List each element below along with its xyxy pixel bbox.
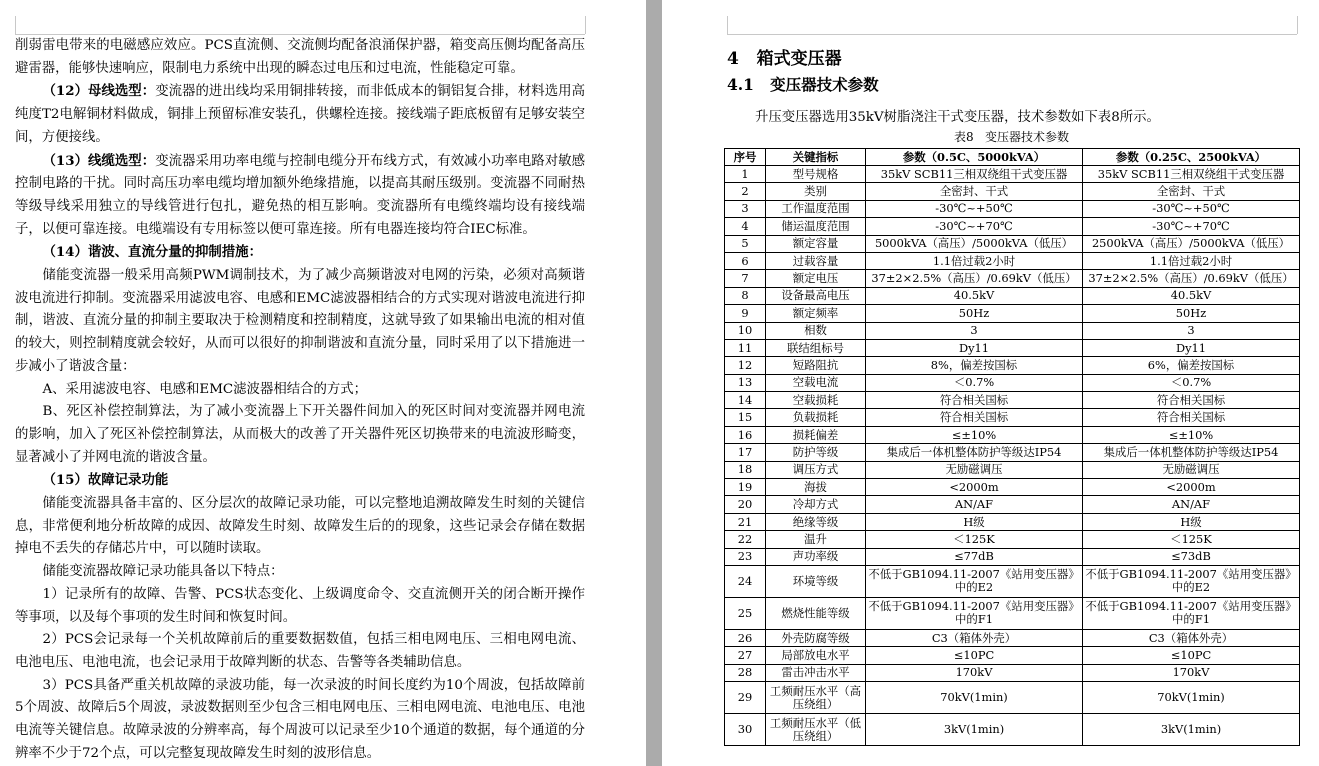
table-row — [725, 714, 1300, 746]
table-row — [725, 409, 1300, 426]
row-index-cell: 8 — [725, 287, 766, 304]
indicator-cell: 空载电流 — [766, 374, 866, 391]
indicator-cell: 局部放电水平 — [766, 647, 866, 664]
param-5000-cell: AN/AF — [866, 496, 1083, 513]
table-caption: 表8 变压器技术参数 — [953, 130, 1070, 144]
indicator-cell: 工频耐压水平（高压绕组） — [766, 682, 866, 714]
paragraph-heading: （14）谐波、直流分量的抑制措施： — [42, 244, 262, 261]
param-5000-cell: C3（箱体外壳） — [866, 629, 1083, 646]
param-2500-cell: 2500kVA（高压）/5000kVA（低压） — [1083, 235, 1300, 252]
table-row — [725, 444, 1300, 461]
indicator-cell: 相数 — [766, 322, 866, 339]
table-row — [725, 682, 1300, 714]
row-index-cell: 29 — [725, 682, 766, 714]
param-2500-cell: 3 — [1083, 322, 1300, 339]
param-5000-cell: 5000kVA（高压）/5000kVA（低压） — [866, 235, 1083, 252]
body-paragraph — [15, 35, 585, 80]
table-row — [725, 479, 1300, 496]
header-corner-mark — [15, 16, 16, 34]
param-5000-cell: 全密封、干式 — [866, 183, 1083, 200]
table-row — [725, 235, 1300, 252]
paragraph-text: 变流器的进出线均采用铜排转接，而非低成本的铜铝复合排，材料选用高纯度T2电解铜材料做成，铜排上预留标准安装孔，供螺栓连接。接线端子距底板留有足够安装空间，方便接线。 — [15, 84, 586, 145]
left-page-body — [15, 35, 585, 766]
indicator-cell: 额定频率 — [766, 305, 866, 322]
body-paragraph — [15, 469, 585, 493]
paragraph-text: 2）PCS会记录每一个关机故障前后的重要数据数值，包括三相电网电压、三相电网电流、电池电压、电池电流，也会记录用于故障判断的状态、告警等各类辅助信息。 — [15, 632, 585, 670]
param-2500-cell: 37±2×2.5%（高压）/0.69kV（低压） — [1083, 270, 1300, 287]
body-paragraph — [15, 241, 585, 265]
param-2500-cell: 不低于GB1094.11-2007《站用变压器》中的E2 — [1083, 565, 1300, 597]
param-2500-cell: 符合相关国标 — [1083, 392, 1300, 409]
indicator-cell: 型号规格 — [766, 166, 866, 183]
paragraph-text: 3）PCS具备严重关机故障的录波功能，每一次录波的时间长度约为10个周波，包括故障前5个周波、故障后5个周波，录波数据则至少包含三相电网电压、三相电网电流、电池电压、电池电流等关键信息。故障录波的分辨率高，每个周波可以记录至少10个通道的数据，每个通道的分辨率不少于72个点，可以完整复现故障发生时刻的波形信息。 — [15, 677, 585, 761]
row-index-cell: 26 — [725, 629, 766, 646]
param-2500-cell: 集成后一体机整体防护等级达IP54 — [1083, 444, 1300, 461]
table-row — [725, 357, 1300, 374]
row-index-cell: 10 — [725, 322, 766, 339]
transformer-spec-table — [724, 148, 1300, 746]
indicator-cell: 联结组标号 — [766, 339, 866, 356]
indicator-cell: 冷却方式 — [766, 496, 866, 513]
header-indicator: 关键指标 — [766, 149, 866, 166]
row-index-cell: 3 — [725, 200, 766, 217]
header-index: 序号 — [725, 149, 766, 166]
row-index-cell: 21 — [725, 513, 766, 530]
row-index-cell: 1 — [725, 166, 766, 183]
body-paragraph — [15, 150, 585, 242]
param-5000-cell: ≤10PC — [866, 647, 1083, 664]
paragraph-text: 变流器采用功率电缆与控制电缆分开布线方式，有效减小功率电路对敏感控制电路的干扰。同时高压功率电缆均增加额外绝缘措施，以提高其耐压级别。变流器不同耐热等级导线采用独立的导线管进行包扎，避免热的相互影响。变流器所有电缆终端均设有接线端子，以便可靠连接。电缆端设有专用标签以便可靠连接。所有电器连接均符合IEC标准。 — [15, 153, 586, 237]
param-5000-cell: ＜0.7% — [866, 374, 1083, 391]
body-paragraph — [15, 379, 585, 402]
table-row — [725, 664, 1300, 681]
indicator-cell: 空载损耗 — [766, 392, 866, 409]
param-5000-cell: 3 — [866, 322, 1083, 339]
param-2500-cell: 1.1倍过载2小时 — [1083, 252, 1300, 269]
table-row — [725, 548, 1300, 565]
table-body — [725, 166, 1300, 746]
param-2500-cell: ≤±10% — [1083, 426, 1300, 443]
row-index-cell: 28 — [725, 664, 766, 681]
param-5000-cell: 8%，偏差按国标 — [866, 357, 1083, 374]
table-row — [725, 339, 1300, 356]
param-2500-cell: <2000m — [1083, 479, 1300, 496]
param-2500-cell: -30℃~+70℃ — [1083, 218, 1300, 235]
table-row — [725, 374, 1300, 391]
header-rule — [727, 34, 1297, 35]
param-5000-cell: 50Hz — [866, 305, 1083, 322]
param-5000-cell: 170kV — [866, 664, 1083, 681]
intro-paragraph: 升压变压器选用35kV树脂浇注干式变压器，技术参数如下表8所示。 — [755, 110, 1160, 125]
param-2500-cell: AN/AF — [1083, 496, 1300, 513]
body-paragraph — [15, 493, 585, 561]
indicator-cell: 外壳防腐等级 — [766, 629, 866, 646]
param-2500-cell: 符合相关国标 — [1083, 409, 1300, 426]
row-index-cell: 27 — [725, 647, 766, 664]
indicator-cell: 工作温度范围 — [766, 200, 866, 217]
indicator-cell: 储运温度范围 — [766, 218, 866, 235]
table-row — [725, 629, 1300, 646]
row-index-cell: 6 — [725, 252, 766, 269]
paragraph-text: 储能变流器具备丰富的、区分层次的故障记录功能，可以完整地追溯故障发生时刻的关键信息，非常便利地分析故障的成因、故障发生时刻、故障发生后的的现象，这些记录会存储在数据掉电不丢失的存储芯片中，可以随时读取。 — [15, 496, 585, 557]
param-5000-cell: 无励磁调压 — [866, 461, 1083, 478]
table-row — [725, 322, 1300, 339]
table-header-row — [725, 149, 1300, 166]
table-row — [725, 183, 1300, 200]
param-5000-cell: 40.5kV — [866, 287, 1083, 304]
paragraph-text: A、采用滤波电容、电感和EMC滤波器相结合的方式； — [42, 381, 368, 397]
indicator-cell: 声功率级 — [766, 548, 866, 565]
header-corner-mark — [1297, 16, 1298, 34]
param-5000-cell: -30℃~+50℃ — [866, 200, 1083, 217]
table-row — [725, 647, 1300, 664]
left-document-page — [0, 0, 646, 766]
row-index-cell: 5 — [725, 235, 766, 252]
indicator-cell: 设备最高电压 — [766, 287, 866, 304]
param-2500-cell: ＜125K — [1083, 531, 1300, 548]
indicator-cell: 绝缘等级 — [766, 513, 866, 530]
param-2500-cell: 全密封、干式 — [1083, 183, 1300, 200]
table-row — [725, 496, 1300, 513]
param-5000-cell: -30℃~+70℃ — [866, 218, 1083, 235]
param-2500-cell: C3（箱体外壳） — [1083, 629, 1300, 646]
param-5000-cell: 不低于GB1094.11-2007《站用变压器》中的E2 — [866, 565, 1083, 597]
paragraph-text: B、死区补偿控制算法，为了减小变流器上下开关器件间加入的死区时间对变流器并网电流的影响，加入了死区补偿控制算法，从而极大的改善了开关器件死区切换带来的电流波形畸变，显著减小了并网电流的谐波含量。 — [15, 404, 585, 465]
param-5000-cell: 不低于GB1094.11-2007《站用变压器》中的F1 — [866, 597, 1083, 629]
param-5000-cell: 3kV(1min) — [866, 714, 1083, 746]
body-paragraph — [15, 265, 585, 379]
header-param-5000: 参数（0.5C、5000kVA） — [866, 149, 1083, 166]
row-index-cell: 20 — [725, 496, 766, 513]
row-index-cell: 11 — [725, 339, 766, 356]
param-5000-cell: ＜125K — [866, 531, 1083, 548]
indicator-cell: 防护等级 — [766, 444, 866, 461]
indicator-cell: 损耗偏差 — [766, 426, 866, 443]
table-row — [725, 252, 1300, 269]
row-index-cell: 4 — [725, 218, 766, 235]
param-5000-cell: 70kV(1min) — [866, 682, 1083, 714]
param-2500-cell: 3kV(1min) — [1083, 714, 1300, 746]
body-paragraph — [15, 629, 585, 674]
row-index-cell: 7 — [725, 270, 766, 287]
param-5000-cell: ≤±10% — [866, 426, 1083, 443]
param-2500-cell: 40.5kV — [1083, 287, 1300, 304]
body-paragraph — [15, 584, 585, 629]
table-row — [725, 287, 1300, 304]
row-index-cell: 17 — [725, 444, 766, 461]
table-row — [725, 200, 1300, 217]
param-2500-cell: 无励磁调压 — [1083, 461, 1300, 478]
param-2500-cell: Dy11 — [1083, 339, 1300, 356]
param-2500-cell: 不低于GB1094.11-2007《站用变压器》中的F1 — [1083, 597, 1300, 629]
paragraph-heading: （12）母线选型： — [42, 83, 156, 100]
header-corner-mark — [727, 16, 728, 34]
indicator-cell: 负载损耗 — [766, 409, 866, 426]
row-index-cell: 14 — [725, 392, 766, 409]
param-2500-cell: 170kV — [1083, 664, 1300, 681]
param-5000-cell: 集成后一体机整体防护等级达IP54 — [866, 444, 1083, 461]
indicator-cell: 类别 — [766, 183, 866, 200]
indicator-cell: 工频耐压水平（低压绕组） — [766, 714, 866, 746]
table-row — [725, 513, 1300, 530]
row-index-cell: 25 — [725, 597, 766, 629]
body-paragraph — [15, 401, 585, 469]
header-param-2500: 参数（0.25C、2500kVA） — [1083, 149, 1300, 166]
table-row — [725, 392, 1300, 409]
table-row — [725, 305, 1300, 322]
param-2500-cell: 50Hz — [1083, 305, 1300, 322]
indicator-cell: 调压方式 — [766, 461, 866, 478]
param-5000-cell: <2000m — [866, 479, 1083, 496]
param-5000-cell: 37±2×2.5%（高压）/0.69kV（低压） — [866, 270, 1083, 287]
row-index-cell: 9 — [725, 305, 766, 322]
table-row — [725, 597, 1300, 629]
table-row — [725, 461, 1300, 478]
param-2500-cell: ≤73dB — [1083, 548, 1300, 565]
row-index-cell: 18 — [725, 461, 766, 478]
param-5000-cell: H级 — [866, 513, 1083, 530]
paragraph-text: 1）记录所有的故障、告警、PCS状态变化、上级调度命令、交直流侧开关的闭合断开操作等事项，以及每个事项的发生时间和恢复时间。 — [15, 586, 585, 625]
row-index-cell: 19 — [725, 479, 766, 496]
table-row — [725, 218, 1300, 235]
row-index-cell: 2 — [725, 183, 766, 200]
row-index-cell: 24 — [725, 565, 766, 597]
body-paragraph — [15, 80, 585, 149]
table-row — [725, 531, 1300, 548]
param-2500-cell: H级 — [1083, 513, 1300, 530]
param-5000-cell: 符合相关国标 — [866, 392, 1083, 409]
param-5000-cell: 符合相关国标 — [866, 409, 1083, 426]
param-5000-cell: ≤77dB — [866, 548, 1083, 565]
table-row — [725, 426, 1300, 443]
param-5000-cell: 35kV SCB11三相双绕组干式变压器 — [866, 166, 1083, 183]
table-row — [725, 166, 1300, 183]
row-index-cell: 12 — [725, 357, 766, 374]
row-index-cell: 22 — [725, 531, 766, 548]
indicator-cell: 额定电压 — [766, 270, 866, 287]
indicator-cell: 海拔 — [766, 479, 866, 496]
indicator-cell: 额定容量 — [766, 235, 866, 252]
param-2500-cell: 6%，偏差按国标 — [1083, 357, 1300, 374]
paragraph-heading: （13）线缆选型： — [42, 152, 156, 169]
row-index-cell: 13 — [725, 374, 766, 391]
param-2500-cell: ≤10PC — [1083, 647, 1300, 664]
paragraph-text: 削弱雷电带来的电磁感应效应。PCS直流侧、交流侧均配备浪涌保护器，箱变高压侧均配备高压避雷器，能够快速响应，限制电力系统中出现的瞬态过电压和过电流，性能稳定可靠。 — [15, 38, 585, 76]
param-2500-cell: ＜0.7% — [1083, 374, 1300, 391]
param-5000-cell: 1.1倍过载2小时 — [866, 252, 1083, 269]
param-2500-cell: 35kV SCB11三相双绕组干式变压器 — [1083, 166, 1300, 183]
param-2500-cell: 70kV(1min) — [1083, 682, 1300, 714]
row-index-cell: 23 — [725, 548, 766, 565]
indicator-cell: 雷击冲击水平 — [766, 664, 866, 681]
indicator-cell: 燃烧性能等级 — [766, 597, 866, 629]
paragraph-text: 储能变流器故障记录功能具备以下特点： — [42, 564, 284, 580]
body-paragraph — [15, 675, 585, 766]
param-2500-cell: -30℃~+50℃ — [1083, 200, 1300, 217]
body-paragraph — [15, 561, 585, 584]
table-row — [725, 565, 1300, 597]
indicator-cell: 温升 — [766, 531, 866, 548]
paragraph-heading: （15）故障记录功能 — [42, 472, 169, 489]
row-index-cell: 30 — [725, 714, 766, 746]
section-heading: 4 箱式变压器 — [727, 49, 842, 69]
indicator-cell: 环境等级 — [766, 565, 866, 597]
row-index-cell: 16 — [725, 426, 766, 443]
header-corner-mark — [585, 16, 586, 34]
param-5000-cell: Dy11 — [866, 339, 1083, 356]
indicator-cell: 短路阻抗 — [766, 357, 866, 374]
indicator-cell: 过载容量 — [766, 252, 866, 269]
table-row — [725, 270, 1300, 287]
row-index-cell: 15 — [725, 409, 766, 426]
paragraph-text: 储能变流器一般采用高频PWM调制技术，为了减少高频谐波对电网的污染，必须对高频谐波电流进行抑制。变流器采用滤波电容、电感和EMC滤波器相结合的方式实现对谐波电流进行抑制，谐波、直流分量的抑制主要取决于检测精度和控制精度，这就导致了如果输出电流的相对值的较大，则控制精度就会较好，从而可以很好的抑制谐波和直流分量，同时采用了以下措施进一步减小了谐波含量： — [15, 268, 585, 374]
subsection-heading: 4.1 变压器技术参数 — [727, 75, 879, 94]
